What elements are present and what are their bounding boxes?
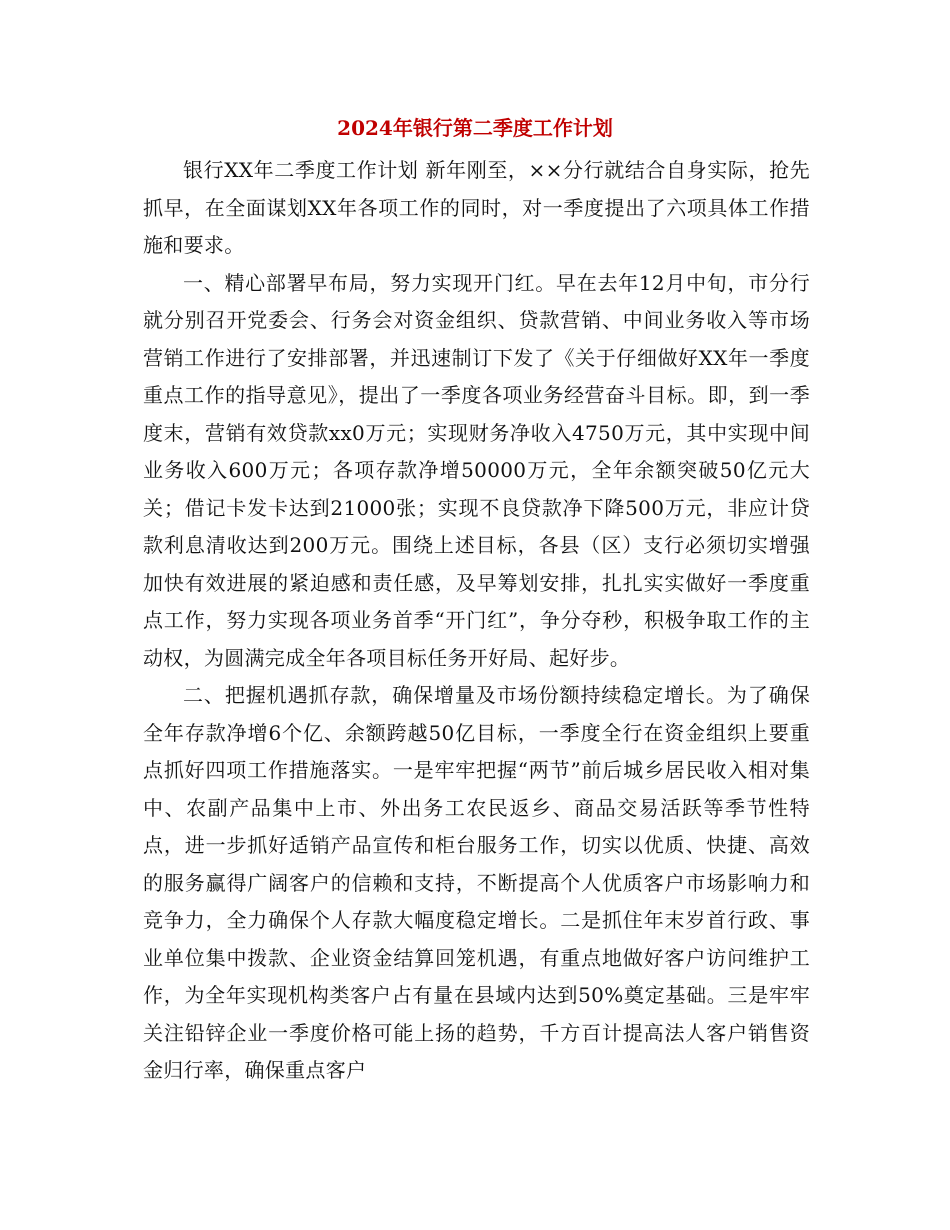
- paragraph-section-2: 二、把握机遇抓存款，确保增量及市场份额持续稳定增长。为了确保全年存款净增6个亿、余额跨越50亿目标，一季度全行在资金组织上要重点抓好四项工作措施落实。一是牢牢把握“两节”前后城乡居民收入相对集中、农副产品集中上市、外出务工农民返乡、商品交易活跃等季节性特点，进一步抓好适销产品宣传和柜台服务工作，切实以优质、快捷、高效的服务赢得广阔客户的信赖和支持，不断提高个人优质客户市场影响力和竞争力，全力确保个人存款大幅度稳定增长。二是抓住年末岁首行政、事业单位集中拨款、企业资金结算回笼机遇，有重点地做好客户访问维护工作，为全年实现机构类客户占有量在县域内达到50%奠定基础。三是牢牢关注铅锌企业一季度价格可能上扬的趋势，千方百计提高法人客户销售资金归行率，确保重点客户: [143, 683, 810, 1082]
- paragraph-section-1: 一、精心部署早布局，努力实现开门红。早在去年12月中旬，市分行就分别召开党委会、行务会对资金组织、贷款营销、中间业务收入等市场营销工作进行了安排部署，并迅速制订下发了《关于仔细做好XX年一季度重点工作的指导意见》，提出了一季度各项业务经营奋斗目标。即，到一季度末，营销有效贷款xx0万元；实现财务净收入4750万元，其中实现中间业务收入600万元；各项存款净增50000万元，全年余额突破50亿元大关；借记卡发卡达到21000张；实现不良贷款净下降500万元，非应计贷款利息清收达到200万元。围绕上述目标，各县（区）支行必须切实增强加快有效进展的紧迫感和责任感，及早筹划安排，扎扎实实做好一季度重点工作，努力实现各项业务首季“开门红”，争分夺秒，积极争取工作的主动权，为圆满完成全年各项目标任务开好局、起好步。: [143, 270, 810, 670]
- document-title: 2024年银行第二季度工作计划: [337, 116, 613, 140]
- document-body: [143, 152, 810, 1090]
- paragraph-intro: 银行XX年二季度工作计划 新年刚至，××分行就结合自身实际，抢先抓早，在全面谋划XX年各项工作的同时，对一季度提出了六项具体工作措施和要求。: [143, 158, 810, 257]
